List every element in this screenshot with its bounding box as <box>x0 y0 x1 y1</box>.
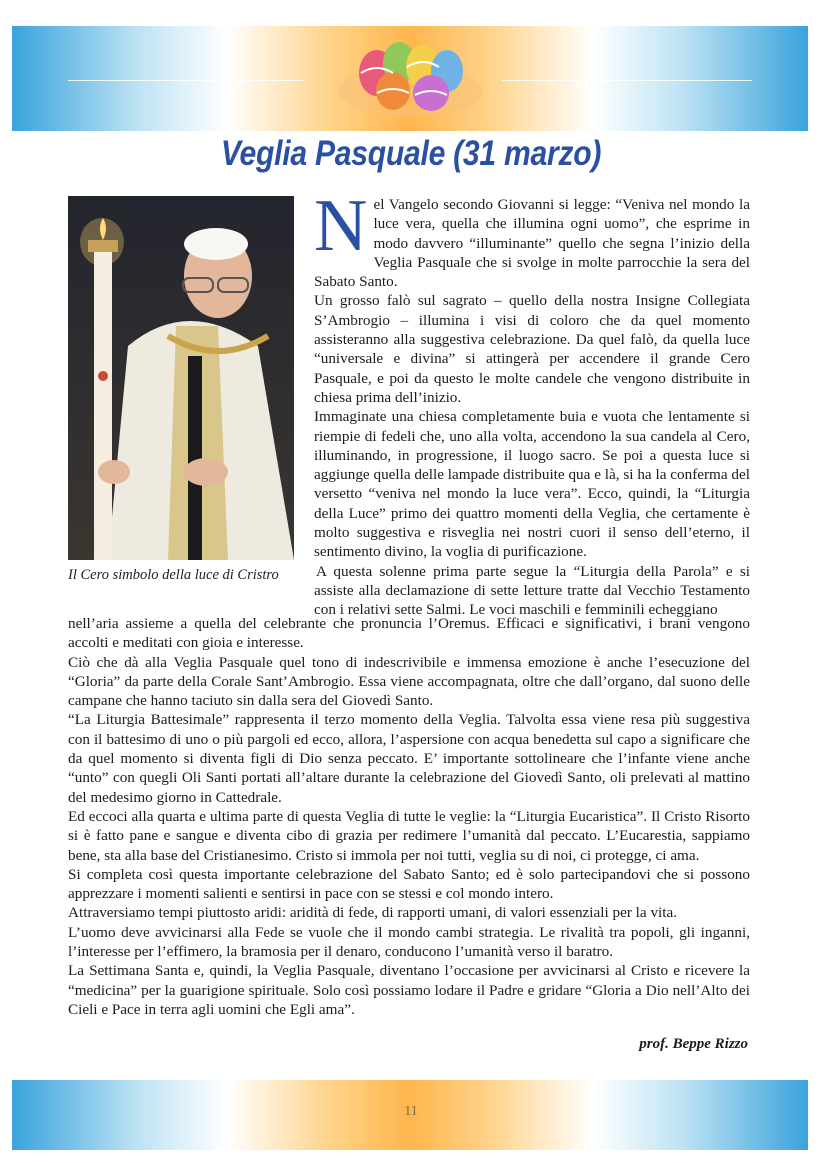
paragraph: Immaginate una chiesa completamente buia e vuota che lentamente si riempie di fedeli che, uno alla volta, accendono la sua candela al Cero, illuminando, in progressione, il luogo sacro. Se poi a questa luce si aggiunge quella delle lampade distribuite qua e là, si ha la conferma del versetto “veniva nel mondo la luce vera”. Ecco, quindi, la “Liturgia della Luce” primo dei quattro momenti della Veglia, che certamente è molto suggestiva e risveglia nei nostri cuori il senso dell’eterno, il sentimento divino, la voglia di purificazione. <box>314 408 750 561</box>
paragraph: Ciò che dà alla Veglia Pasquale quel tono di indescrivibile e immensa emozione è anche l’esecuzione del “Gloria” da parte della Corale Sant’Ambrogio. Essa viene accompagnata, oltre che dall’organo, dal suono delle campane che hanno taciuto sin dalla sera del Giovedì Santo. <box>68 653 750 710</box>
banner-line-left <box>68 80 303 81</box>
author-signature: prof. Beppe Rizzo <box>639 1036 748 1052</box>
paragraph: Si completa così questa importante celebrazione del Sabato Santo; ed è solo partecipandovi che si possono apprezzare i momenti salienti e sentirsi in pace con se stessi e col mondo intero. <box>68 865 750 903</box>
photo-caption: Il Cero simbolo della luce di Cristro <box>68 567 279 583</box>
paragraph: L’uomo deve avvicinarsi alla Fede se vuole che il mondo cambi strategia. Le rivalità tra popoli, gli inganni, l’interesse per l’effimero, la bramosia per il denaro, conducono l’umanità verso il baratro. <box>68 923 750 961</box>
paragraph: nell’aria assieme a quella del celebrante che pronuncia l’Oremus. Efficaci e significativi, i brani vengono accolti e meditati con gioia e interesse. <box>68 615 750 652</box>
intro-column <box>314 185 750 620</box>
paragraph: A questa solenne prima parte segue la “Liturgia della Parola” e si assiste alla declamazione di sette letture tratte dal Vecchio Testamento con i relativi sette Salmi. Le voci maschili e femminili echeggiano <box>314 562 750 619</box>
banner-line-right <box>502 80 752 81</box>
drop-cap: N <box>314 185 368 267</box>
paragraph: el Vangelo secondo Giovanni si legge: “Veniva nel mondo la luce vera, quella che illumina ogni uomo”, che esprime in modo davvero “illuminante” quello che segna l’inizio della Veglia Pasquale che si svolge in molte parrocchie la sera del Sabato Santo. <box>314 196 750 291</box>
paragraph: Un grosso falò sul sagrato – quello della nostra Insigne Collegiata S’Ambrogio – illumina i visi di coloro che da quel momento assisteranno alla suggestiva celebrazione. Da quel falò, da quella luce “universale e divina” si attingerà per accendere il grande Cero Pasquale, e poi da questo le molte candele che vengono distribuite in chiesa prima dell’inizio. <box>314 292 750 406</box>
body-text <box>68 614 750 1019</box>
paragraph: “La Liturgia Battesimale” rappresenta il terzo momento della Veglia. Talvolta essa viene resa più suggestiva con il battesimo di uno o più pargoli ed ecco, allora, l’aspersione con acqua benedetta sul capo a significare che da quel momento si diventa figli di Dio senza peccato. E’ importante sottolineare che l’infante viene anche “unto” con quegli Oli Santi portati all’altare durante la celebrazione del Giovedì Santo, oli prelevati al mattino del medesimo giorno in Cattedrale. <box>68 711 750 806</box>
page-title: Veglia Pasquale (31 marzo) <box>220 134 602 173</box>
paragraph: Ed eccoci alla quarta e ultima parte di questa Veglia di tutte le veglie: la “Liturgia Eucaristica”. Il Cristo Risorto si è fatto pane e sangue e diventa cibo di grazia per redimere l’umanità dal peccato. L’Eucarestia, sappiamo bene, sta alla base del Cristianesimo. Cristo si immola per noi tutti, veglia su di noi, ci protegge, ci ama. <box>68 807 750 864</box>
paragraph: Attraversiamo tempi piuttosto aridi: aridità di fede, di rapporti umani, di valori essenziali per la vita. <box>68 904 678 922</box>
pope-candle-photo <box>68 196 294 560</box>
paragraph: La Settimana Santa e, quindi, la Veglia Pasquale, diventano l’occasione per avvicinarsi al Cristo e ricevere la “medicina” per la guarigione spirituale. Solo così possiamo lodare il Padre e gridare “Gloria a Dio nell’Alto dei Cieli e Pace in terra agli uomini che Egli ama”. <box>68 962 750 1018</box>
easter-eggs-illustration <box>337 33 485 119</box>
page-number: 11 <box>404 1104 418 1119</box>
